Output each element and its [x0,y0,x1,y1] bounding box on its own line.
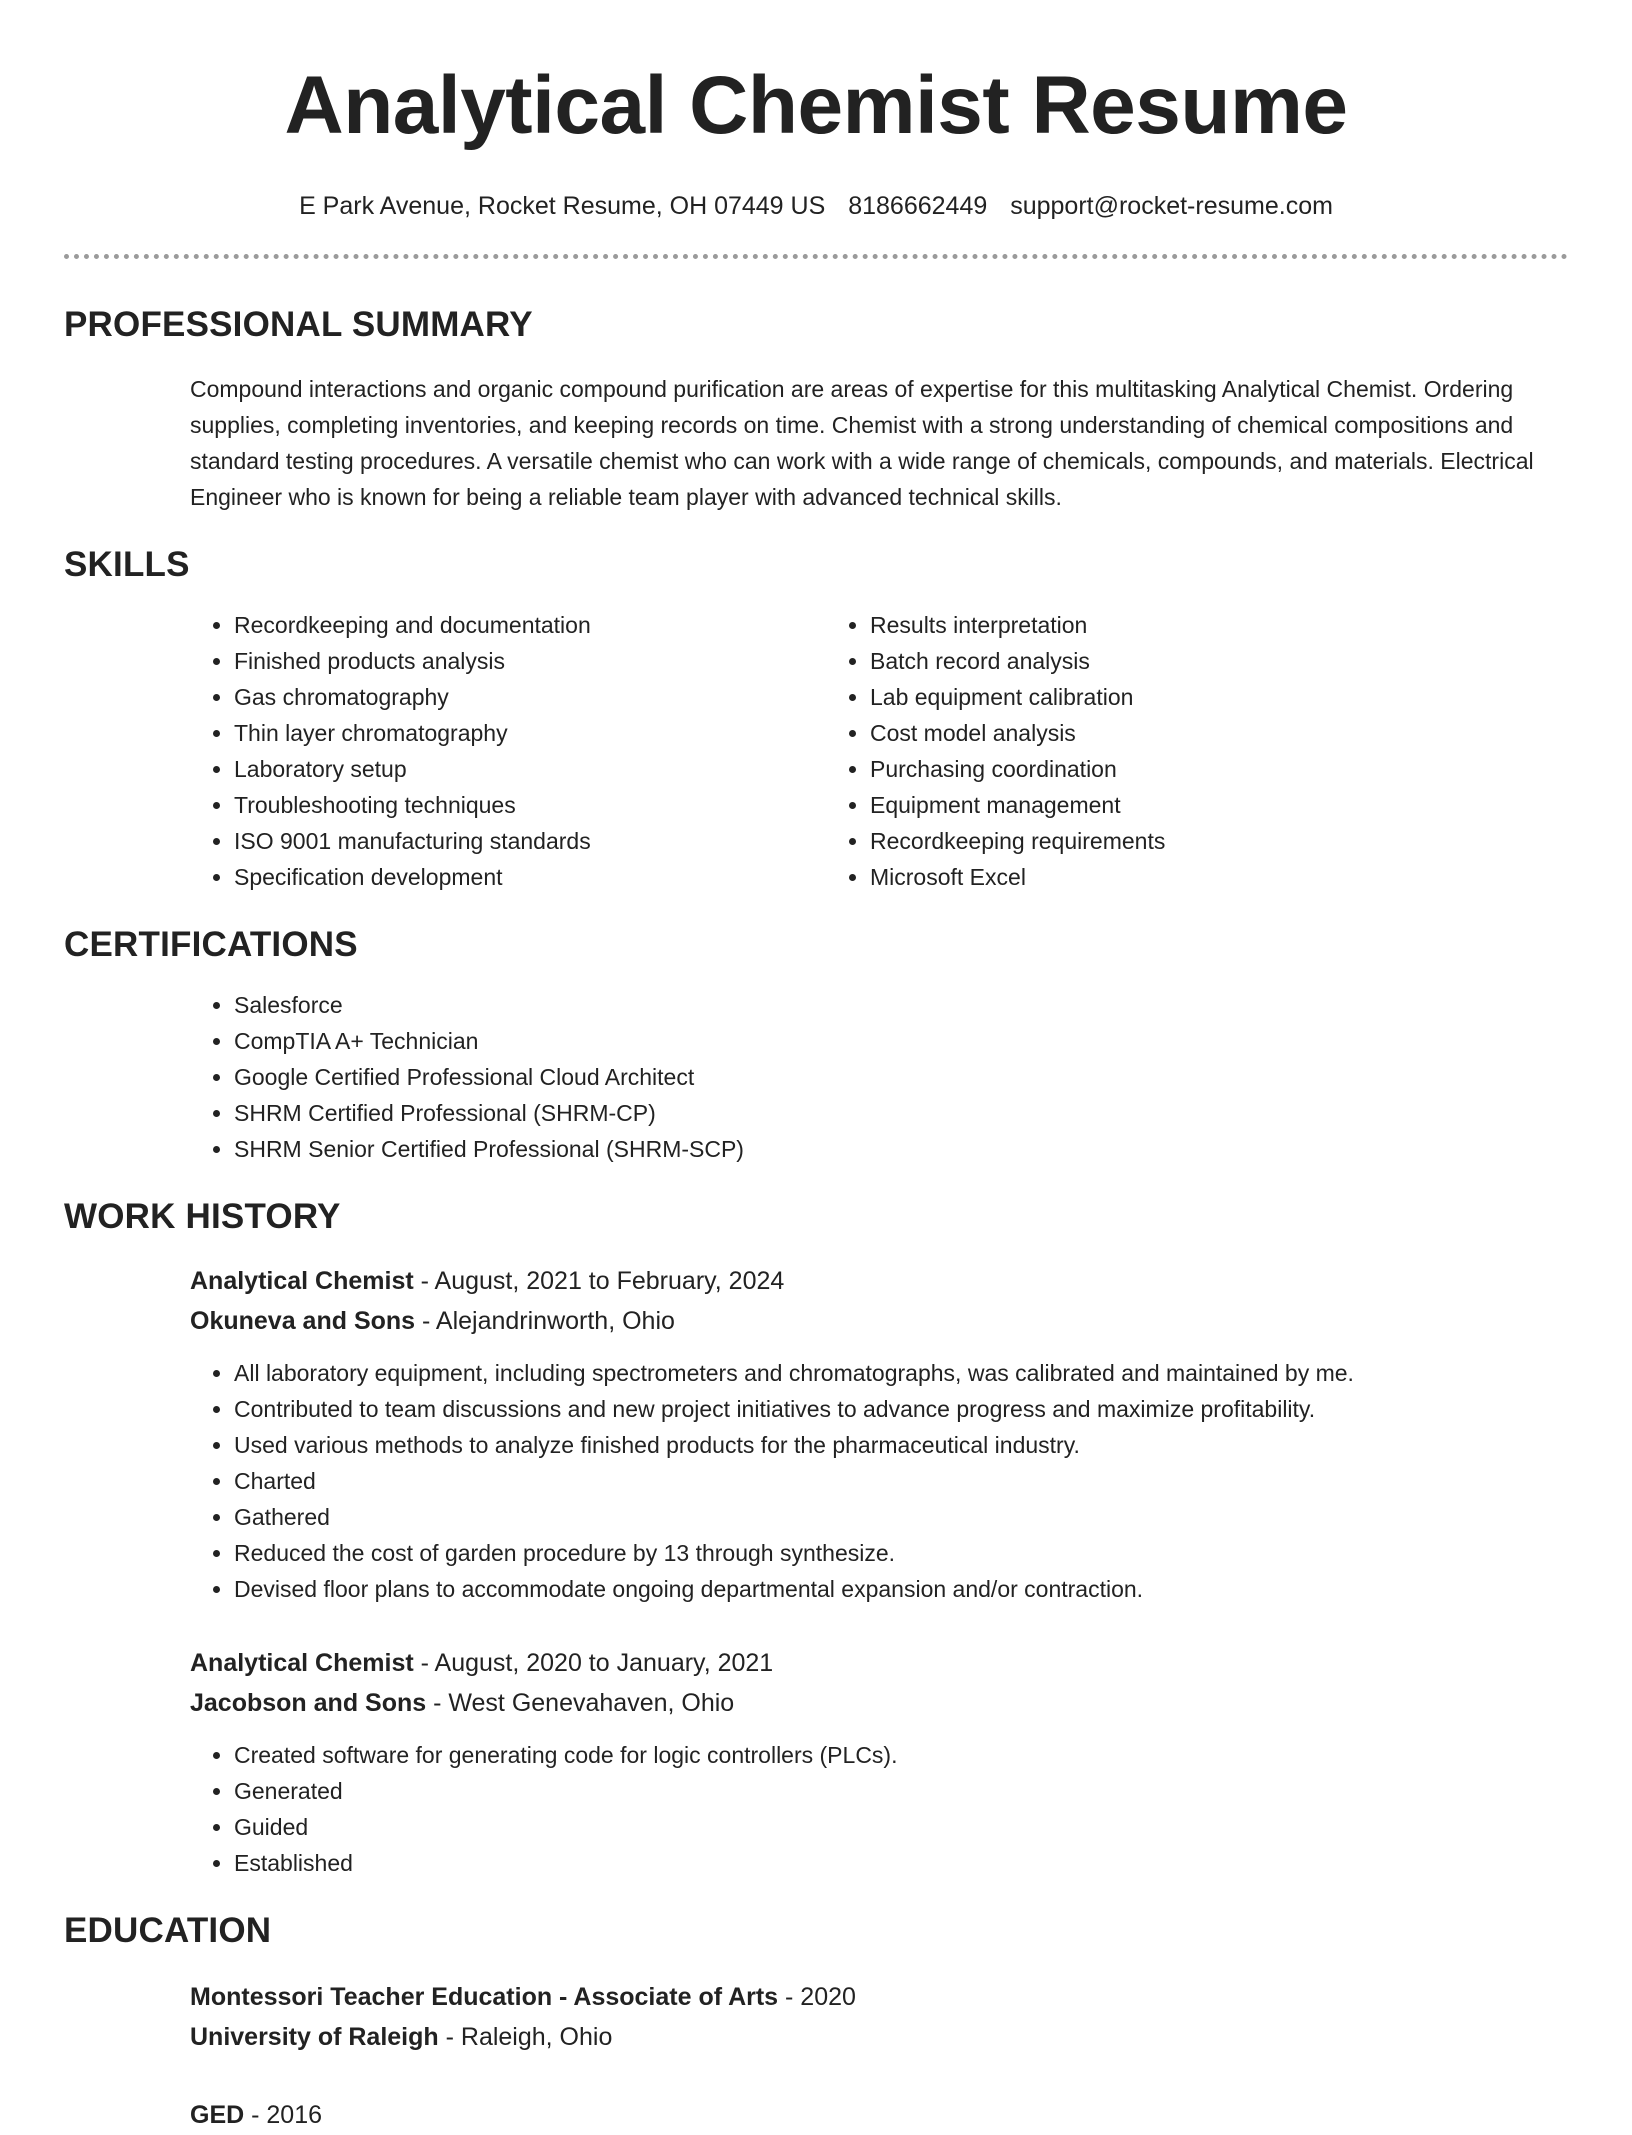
job-header [190,1643,1568,1723]
job-duty: • Reduced the cost of garden procedure by 13 through synthesize. [234,1535,1568,1571]
skill-item: • Laboratory setup [234,751,826,787]
skills-column-left [190,607,826,895]
job-duty: • Charted [234,1463,1568,1499]
job-duty: • Established [234,1845,1568,1881]
education-degree: Montessori Teacher Education - Associate of Arts [190,1983,779,2011]
certification-item: • SHRM Certified Professional (SHRM-CP) [234,1095,1568,1131]
certification-item: • Salesforce [234,987,1568,1023]
education-degree: GED [190,2101,245,2129]
education-entry [190,2095,1568,2135]
job-title: Analytical Chemist [190,1267,414,1295]
header-divider [64,254,1568,259]
job-title-line [190,1261,1568,1301]
job-location: - West Genevahaven, Ohio [426,1689,735,1717]
summary-text: Compound interactions and organic compound purification are areas of expertise for this multitasking Analytical Chemist. Ordering supplies, completing inventories, and keeping records on time. Chemist with a strong understanding of chemical compositions and standard testing procedures. A versatile chemist who can work with a wide range of chemicals, compounds, and materials. Electrical Engineer who is known for being a reliable team player with advanced technical skills. [190,376,1534,510]
job-duty: • Gathered [234,1499,1568,1535]
education-year: - 2016 [244,2101,323,2129]
skill-item: • Finished products analysis [234,643,826,679]
education-year: - 2020 [778,1983,856,2011]
job-duty: • Used various methods to analyze finished products for the pharmaceutical industry. [234,1427,1568,1463]
skill-item: • ISO 9001 manufacturing standards [234,823,826,859]
skill-item: • Recordkeeping and documentation [234,607,826,643]
contact-email: support@rocket-resume.com [1010,192,1333,220]
job-duty: • All laboratory equipment, including spectrometers and chromatographs, was calibrated and maintained by me. [234,1355,1568,1391]
job-location: - Alejandrinworth, Ohio [415,1307,675,1335]
job-duties-list [190,1355,1568,1607]
job-title-line [190,1643,1568,1683]
skills-column-right [826,607,1462,895]
job-duty: • Guided [234,1809,1568,1845]
education-location: - Raleigh, Ohio [438,2023,613,2051]
job-duty: • Devised floor plans to accommodate ongoing departmental expansion and/or contraction. [234,1571,1568,1607]
education-school: University of Raleigh [190,2023,439,2051]
contact-line [64,190,1568,222]
skill-item: • Purchasing coordination [870,751,1462,787]
education-degree-line [190,2095,1568,2135]
skill-item: • Specification development [234,859,826,895]
certification-item: • Google Certified Professional Cloud Architect [234,1059,1568,1095]
summary-heading: PROFESSIONAL SUMMARY [64,305,533,344]
job-title: Analytical Chemist [190,1649,414,1677]
skills-heading: SKILLS [64,545,190,584]
education-entry [190,1977,1568,2057]
certifications-heading: CERTIFICATIONS [64,925,358,964]
work-history-heading: WORK HISTORY [64,1197,341,1236]
job-dates: - August, 2021 to February, 2024 [413,1267,785,1295]
certification-item: • SHRM Senior Certified Professional (SHRM-SCP) [234,1131,1568,1167]
skill-item: • Batch record analysis [870,643,1462,679]
skill-item: • Thin layer chromatography [234,715,826,751]
education-heading: EDUCATION [64,1911,272,1950]
skill-item: • Microsoft Excel [870,859,1462,895]
resume-title: Analytical Chemist Resume [284,60,1348,151]
job-duty: • Contributed to team discussions and new project initiatives to advance progress and maximize profitability. [234,1391,1568,1427]
job-dates: - August, 2020 to January, 2021 [413,1649,774,1677]
job-duty: • Created software for generating code for logic controllers (PLCs). [234,1737,1568,1773]
education-degree-line [190,1977,1568,2017]
contact-phone: 8186662449 [848,192,988,220]
job-duties-list [190,1737,1568,1881]
skill-item: • Results interpretation [870,607,1462,643]
job-header [190,1261,1568,1341]
skill-item: • Troubleshooting techniques [234,787,826,823]
job-duty: • Generated [234,1773,1568,1809]
skill-item: • Equipment management [870,787,1462,823]
education-school-line [190,2017,1568,2057]
skill-item: • Lab equipment calibration [870,679,1462,715]
skills-list [190,607,1568,895]
contact-address: E Park Avenue, Rocket Resume, OH 07449 US [299,192,826,220]
skill-item: • Gas chromatography [234,679,826,715]
skill-item: • Recordkeeping requirements [870,823,1462,859]
certifications-list [190,987,1568,1167]
certification-item: • CompTIA A+ Technician [234,1023,1568,1059]
job-company-line [190,1301,1568,1341]
job-company-line [190,1683,1568,1723]
job-company: Jacobson and Sons [190,1689,427,1717]
job-company: Okuneva and Sons [190,1307,416,1335]
skill-item: • Cost model analysis [870,715,1462,751]
